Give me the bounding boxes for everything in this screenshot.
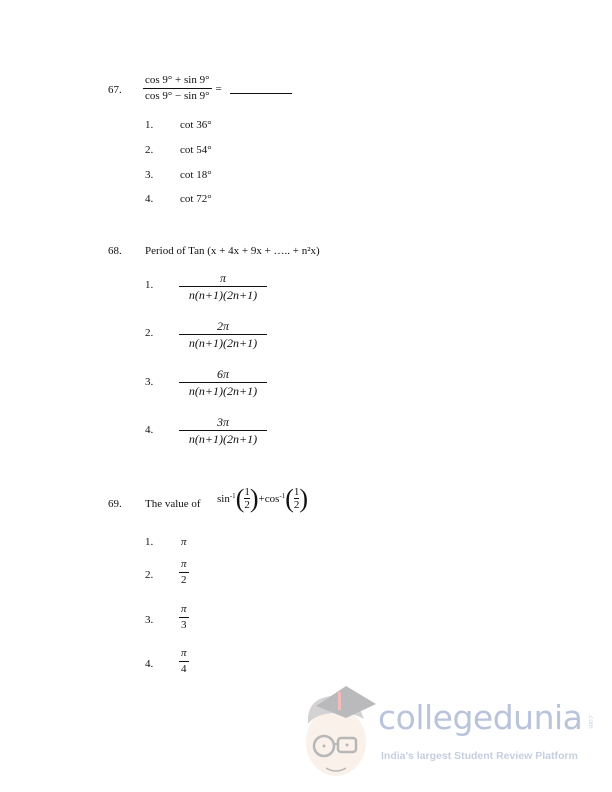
q67-opt3-text: cot 18° [180, 169, 212, 181]
numerator: 2π [216, 319, 229, 333]
q69-number: 69. [108, 498, 122, 510]
q68-opt1-num: 1. [145, 279, 154, 291]
q67-opt2-text: cot 54° [180, 144, 212, 156]
q68-opt1-fraction [180, 272, 266, 301]
denominator: 2 [181, 574, 187, 586]
inverse-exponent: -1 [279, 492, 286, 500]
inverse-exponent: -1 [229, 492, 236, 500]
numerator: π [181, 647, 187, 659]
q69-opt3-fraction [179, 604, 189, 631]
q68-opt4-fraction [180, 416, 266, 445]
q69-opt1-value: π [181, 536, 187, 548]
q69-opt4-num: 4. [145, 658, 154, 670]
denominator: 2 [293, 499, 300, 511]
q68-opt3-num: 3. [145, 376, 154, 388]
paren: ) [299, 484, 309, 513]
q67-denominator: cos 9° − sin 9° [145, 90, 210, 102]
denominator: n(n+1)(2n+1) [179, 286, 267, 301]
numerator: 3π [216, 415, 229, 429]
q69-opt1-num: 1. [145, 536, 154, 548]
numerator: π [181, 558, 187, 570]
q68-number: 68. [108, 245, 122, 257]
denominator: n(n+1)(2n+1) [179, 334, 267, 349]
denominator: n(n+1)(2n+1) [179, 430, 267, 445]
numerator: 1 [293, 486, 300, 498]
q68-opt2-num: 2. [145, 327, 154, 339]
q69-opt4-fraction [179, 648, 189, 675]
q67-fraction [143, 75, 212, 102]
q67-equals: = [215, 82, 222, 95]
denominator: 2 [244, 499, 250, 511]
numerator: π [181, 603, 187, 615]
answer-blank [230, 93, 292, 94]
sin-fn: sin [217, 493, 230, 505]
paren: ) [249, 484, 259, 513]
denominator: 3 [181, 619, 187, 631]
mascot-logo-icon [296, 684, 380, 784]
denominator: n(n+1)(2n+1) [179, 382, 267, 397]
q68-text: Period of Tan (x + 4x + 9x + ….. + n²x) [145, 245, 320, 257]
q69-expression [217, 486, 308, 512]
q67-opt1-text: cot 36° [180, 119, 212, 131]
q67-opt4-num: 4. [145, 193, 154, 205]
paren: ( [235, 484, 245, 513]
denominator: 4 [181, 663, 187, 675]
q69-opt3-num: 3. [145, 614, 154, 626]
q69-text: The value of [145, 498, 201, 510]
watermark-tagline: India's largest Student Review Platform [381, 750, 578, 762]
cos-fn: +cos [258, 493, 280, 505]
watermark-com: .com [587, 714, 594, 729]
q68-opt3-fraction [180, 368, 266, 397]
q68-opt2-fraction [180, 320, 266, 349]
numerator: π [219, 271, 226, 285]
watermark-brand: collegedunia [378, 698, 583, 737]
q67-opt1-num: 1. [145, 119, 154, 131]
q67-opt4-text: cot 72° [180, 193, 212, 205]
q67-opt2-num: 2. [145, 144, 154, 156]
q68-opt4-num: 4. [145, 424, 154, 436]
q67-numerator: cos 9° + sin 9° [145, 74, 210, 86]
q67-equation [143, 75, 292, 102]
paren: ( [285, 484, 294, 513]
numerator: 6π [216, 367, 229, 381]
q69-opt2-num: 2. [145, 569, 154, 581]
q69-opt2-fraction [179, 559, 189, 586]
q67-opt3-num: 3. [145, 169, 154, 181]
q67-number: 67. [108, 84, 122, 96]
numerator: 1 [244, 486, 250, 498]
